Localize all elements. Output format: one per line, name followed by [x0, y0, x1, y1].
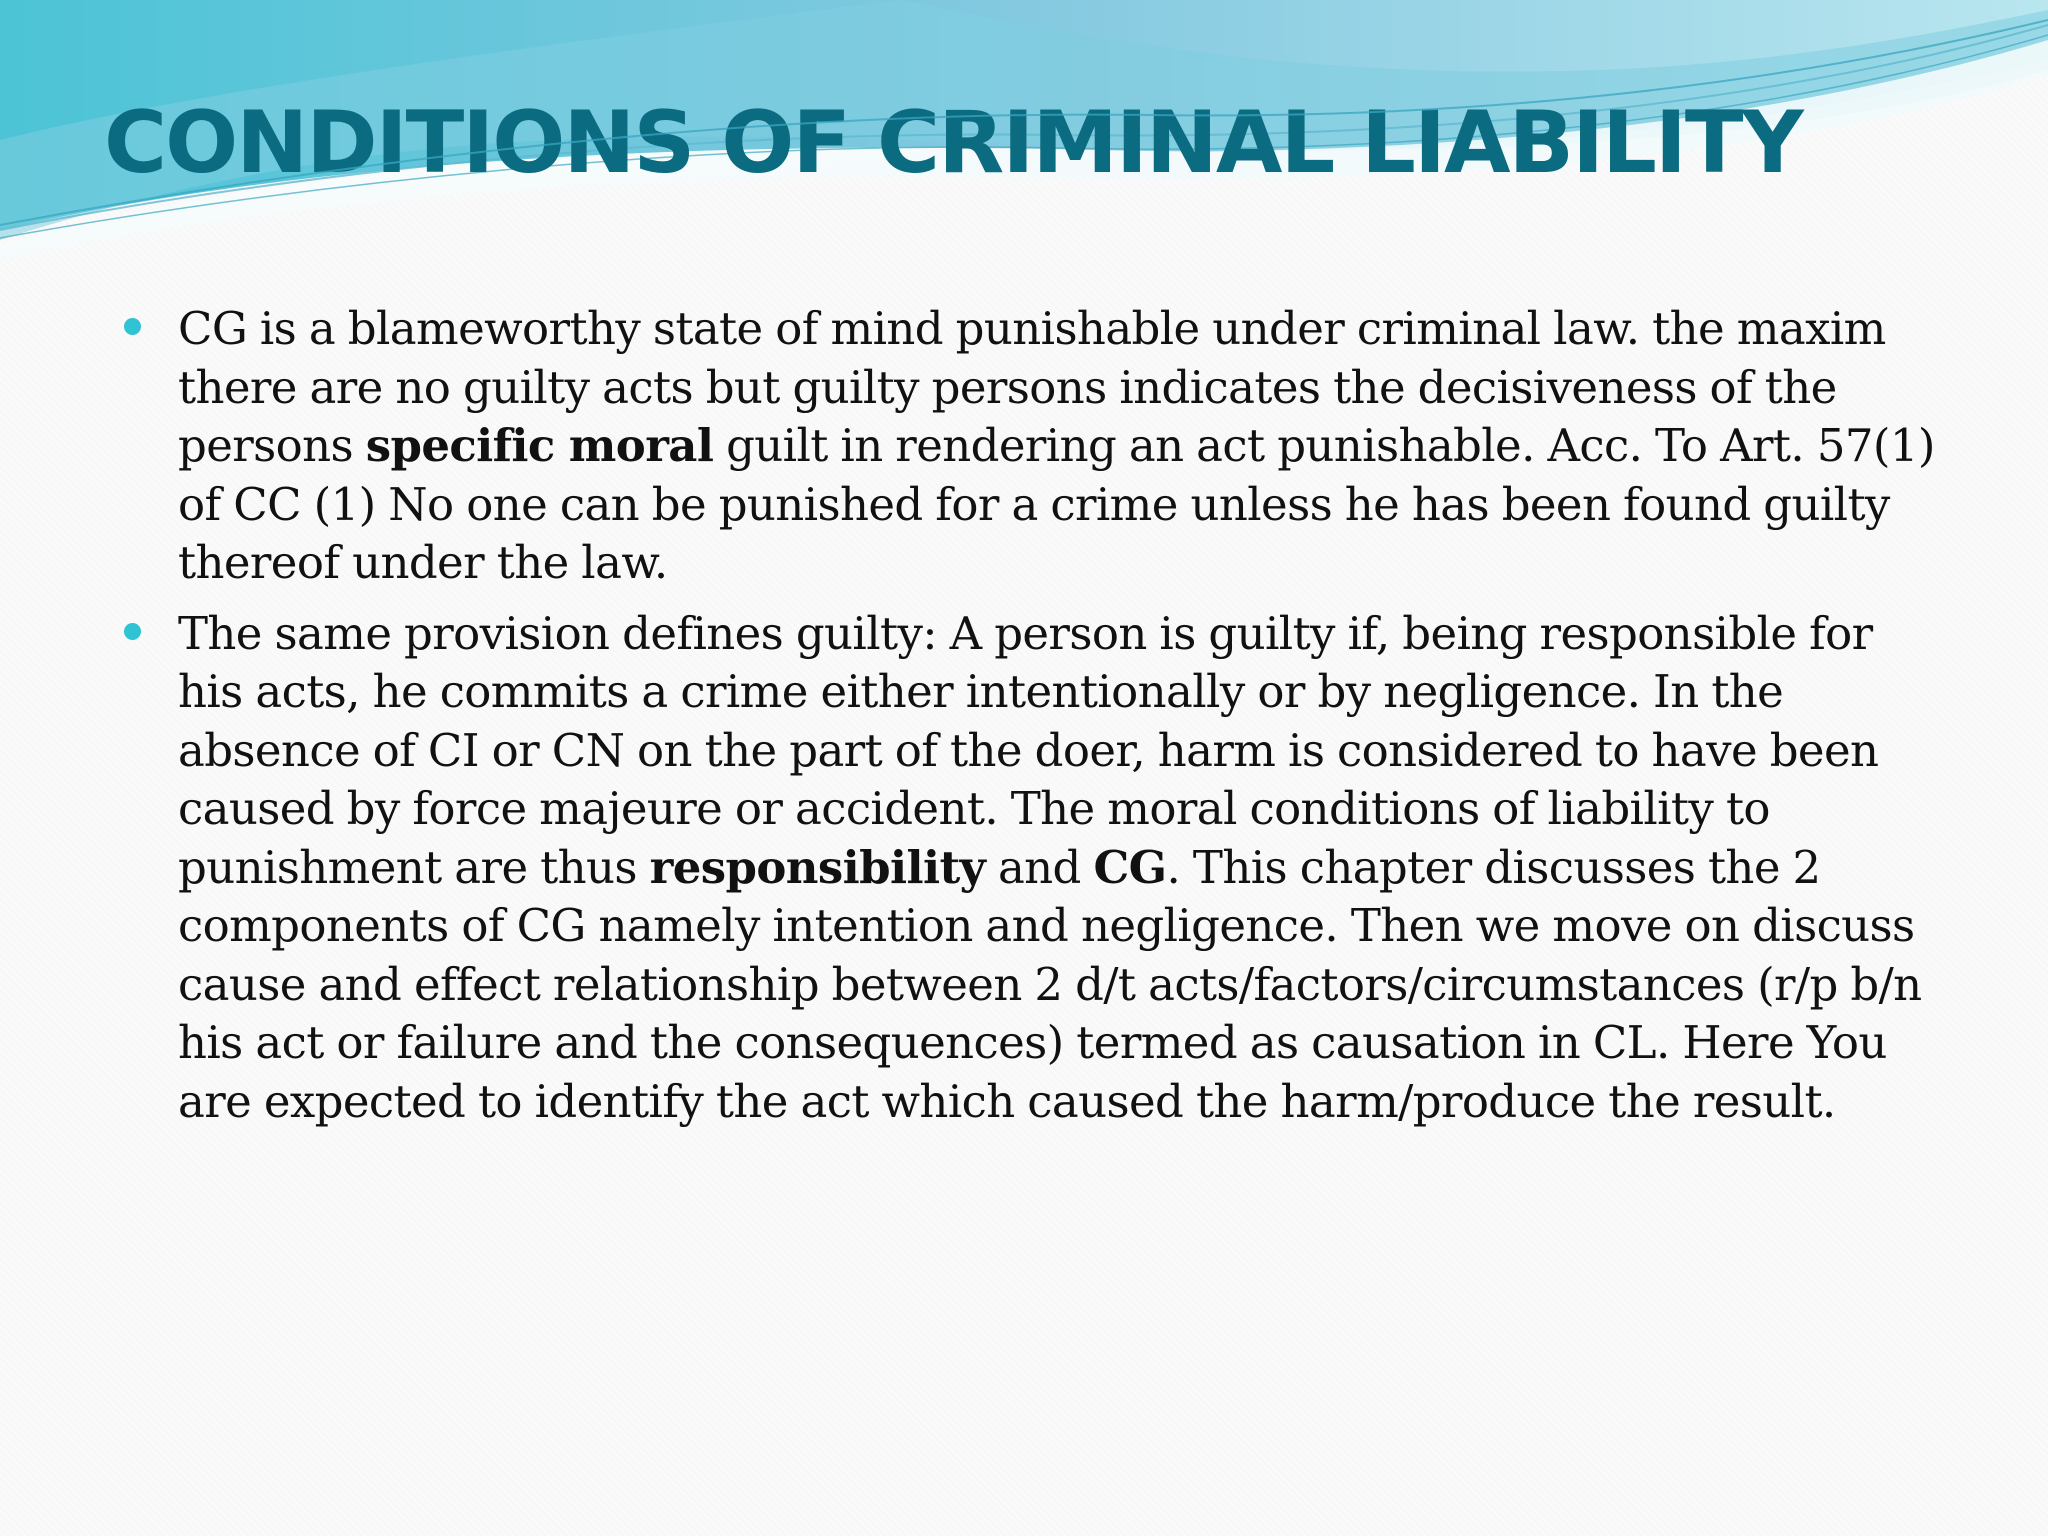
bullet-item — [124, 300, 1944, 593]
bullet-bold-text: CG — [1093, 840, 1167, 894]
bullet-text-segment: The same provision defines guilty: A person is guilty if, being responsible for his acts, he commits a crime either intentionally or by negligence. In the absence of CI or CN on the part of the doer, harm is considered to have been caused by force majeure or accident. The moral conditions of liability to punishment are thus — [178, 606, 1879, 894]
bullet-text-segment: and — [985, 840, 1094, 894]
bullet-text — [178, 605, 1944, 1132]
bullet-dot-icon — [124, 318, 141, 335]
bullet-bold-text: specific moral — [365, 419, 714, 472]
bullet-text-segment: guilt in rendering an act punishable. Acc. To Art. 57(1) of CC (1) No one can be punished for a crime unless he has been found guilty thereof under the law. — [178, 419, 1935, 589]
bullet-dot-icon — [124, 623, 141, 640]
bullet-text — [178, 300, 1944, 593]
bullet-bold-text: responsibility — [649, 840, 986, 894]
slide-title: CONDITIONS OF CRIMINAL LIABILITY — [104, 93, 1802, 193]
bullet-item — [124, 605, 1944, 1132]
bullet-list — [124, 300, 1944, 1143]
bullet-text-segment: CG is a blameworthy state of mind punishable under criminal law. the maxim there are no guilty acts but guilty persons indicates the decisiveness of the persons — [178, 302, 1886, 472]
bullet-text-segment: . This chapter discusses the 2 components of CG namely intention and negligence. Then we move on discuss cause and effect relationship between 2 d/t acts/factors/circumstances (r/p b/n his act or failure and the consequences) termed as causation in CL. Here You are expected to identify the act which caused the harm/produce the result. — [178, 840, 1922, 1128]
